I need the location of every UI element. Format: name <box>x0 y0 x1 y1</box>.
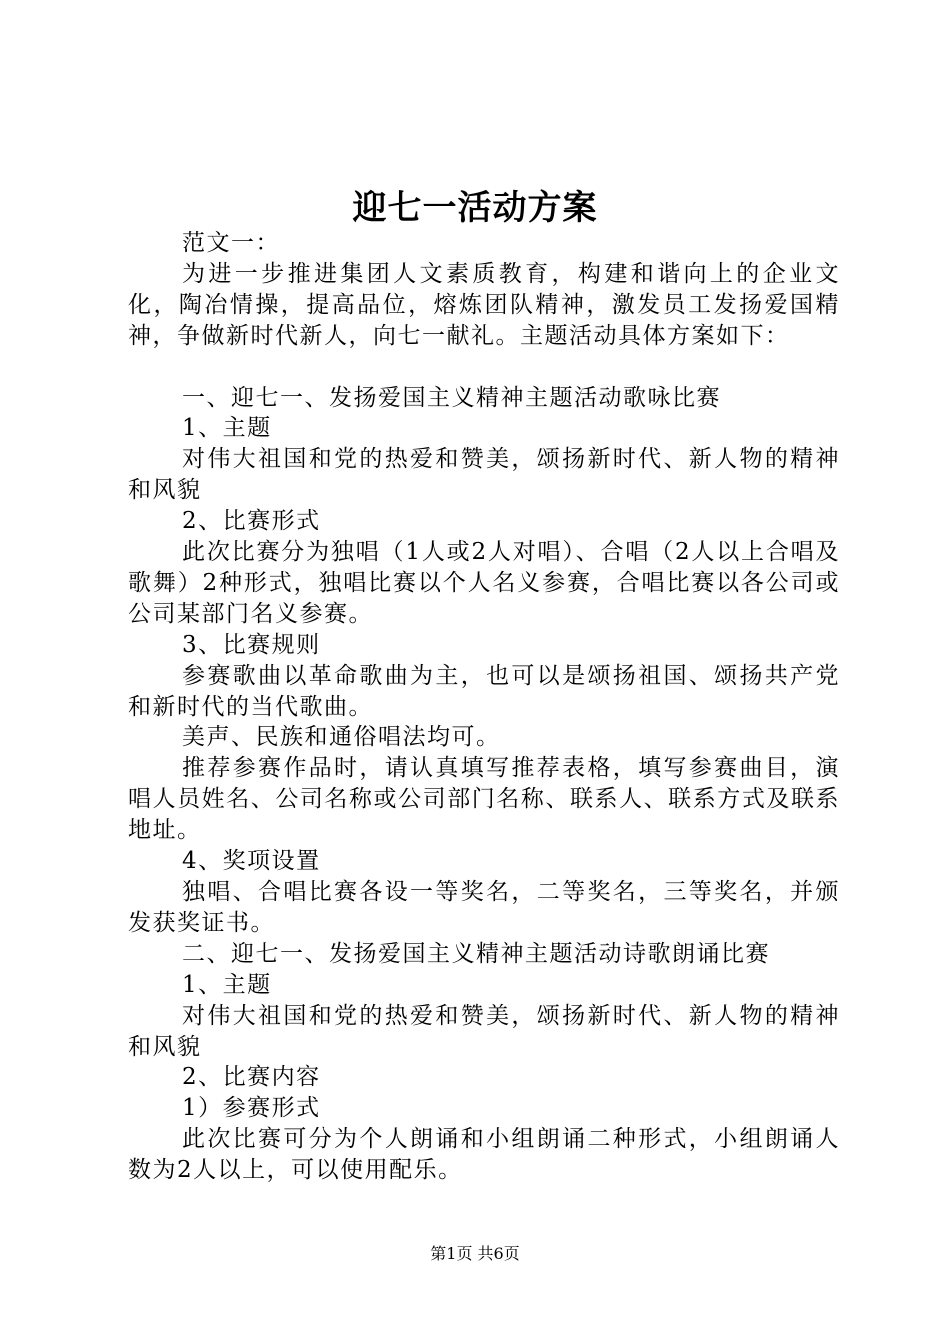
subheading: 1、主题 <box>182 971 272 998</box>
paragraph: 对伟大祖国和党的热爱和赞美，颂扬新时代、新人物的精神和风貌 <box>128 446 840 504</box>
page-number: 第1页 共6页 <box>430 1244 520 1263</box>
paragraph: 推荐参赛作品时，请认真填写推荐表格，填写参赛曲目，演唱人员姓名、公司名称或公司部门名称、联系人、联系方式及联系地址。 <box>128 755 840 844</box>
subheading: 2、比赛内容 <box>182 1064 321 1091</box>
subheading: 4、奖项设置 <box>182 848 321 875</box>
paragraph: 此次比赛可分为个人朗诵和小组朗诵二种形式，小组朗诵人数为2人以上，可以使用配乐。 <box>128 1126 840 1184</box>
section-heading: 一、迎七一、发扬爱国主义精神主题活动歌咏比赛 <box>182 384 721 411</box>
paragraph: 此次比赛分为独唱（1人或2人对唱）、合唱（2人以上合唱及歌舞）2种形式，独唱比赛以个人名义参赛，合唱比赛以各公司或公司某部门名义参赛。 <box>128 539 840 627</box>
paragraph: 对伟大祖国和党的热爱和赞美，颂扬新时代、新人物的精神和风貌 <box>128 1002 840 1060</box>
paragraph: 为进一步推进集团人文素质教育，构建和谐向上的企业文化，陶冶情操，提高品位，熔炼团队精神，激发员工发扬爱国精神，争做新时代新人，向七一献礼。主题活动具体方案如下： <box>128 260 840 349</box>
subheading: 1、主题 <box>182 415 272 442</box>
subheading: 3、比赛规则 <box>182 631 321 658</box>
paragraph: 范文一： <box>182 230 280 256</box>
subheading: 2、比赛形式 <box>182 508 321 535</box>
document-title: 迎七一活动方案 <box>352 188 598 228</box>
paragraph: 美声、民族和通俗唱法均可。 <box>182 724 501 751</box>
subheading: 1）参赛形式 <box>182 1095 321 1122</box>
paragraph: 独唱、合唱比赛各设一等奖名，二等奖名，三等奖名，并颁发获奖证书。 <box>128 879 840 936</box>
section-heading: 二、迎七一、发扬爱国主义精神主题活动诗歌朗诵比赛 <box>182 940 770 967</box>
blank-line <box>128 352 840 383</box>
paragraph: 参赛歌曲以革命歌曲为主，也可以是颂扬祖国、颂扬共产党和新时代的当代歌曲。 <box>128 662 840 720</box>
document-body <box>128 228 840 1186</box>
